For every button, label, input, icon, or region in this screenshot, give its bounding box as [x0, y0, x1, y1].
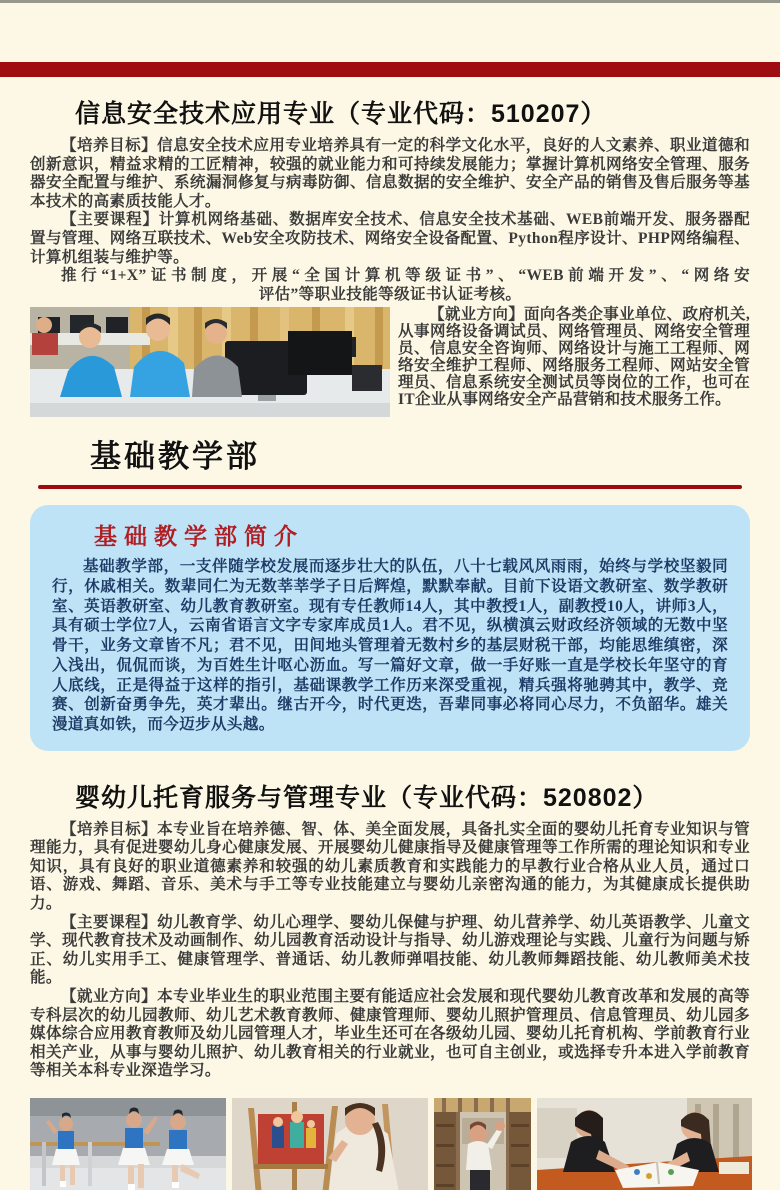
- infosec-photo-text-row: [30, 307, 750, 417]
- childcare-jobs-paragraph: 【就业方向】本专业毕业生的职业范围主要有能适应社会发展和现代婴幼儿教育改革和发展的高等专科层次的幼儿园教师、幼儿艺术教育教师、健康管理师、婴幼儿照护管理员、信息管理员、幼儿园多媒体综合应用教育教师及幼儿园管理人才，毕业生还可在各级幼儿园、婴幼儿托育机构、学前教育行业相关产业，从事与婴幼儿照护、幼儿教育相关的行业就业，也可自主创业，或选择专升本进入学前教育等相关本科专业深造学习。: [30, 988, 750, 1080]
- foundation-dept-header: 基础教学部: [90, 439, 260, 475]
- infosec-jobs-paragraph: 【就业方向】面向各类企事业单位、政府机关,从事网络设备调试员、网络管理员、网络安全管理员、信息安全咨询师、网络设计与施工工程师、网络安全维护工程师、网络服务工程师、网站安全管理员、信息系统安全测试员等岗位的工作，也可在IT企业从事网络安全产品营销和技术服务工作。: [398, 306, 750, 408]
- foundation-intro-title: 基础教学部简介: [94, 524, 304, 550]
- infosec-goal-paragraph: 【培养目标】信息安全技术应用专业培养具有一定的科学文化水平，良好的人文素养、职业道德和创新意识，精益求精的工匠精神，较强的就业能力和可持续发展能力；掌握计算机网络安全管理、服务器安全配置与维护、系统漏洞修复与病毒防御、信息数据的安全维护、安全产品的销售及售后服务等基本技术的高素质技能人才。: [30, 137, 750, 210]
- teachers-reading-photo: [537, 1098, 752, 1190]
- top-red-bar: [0, 62, 780, 77]
- childcare-goal-paragraph: 【培养目标】本专业旨在培养德、智、体、美全面发展，具备扎实全面的婴幼儿托育专业知识与管理能力，具有促进婴幼儿身心健康发展、开展婴幼儿健康指导及健康管理等工作所需的理论知识和专业知识，具有良好的职业道德素养和较强的幼儿素质教育和实践能力的早教行业合格从业人员，通过口语、游戏、舞蹈、音乐、美术与手工等专业技能建立与婴幼儿亲密沟通的能力，为其健康成长提供助力。: [30, 820, 750, 913]
- childcare-courses-paragraph: 【主要课程】幼儿教育学、幼儿心理学、婴幼儿保健与护理、幼儿营养学、幼儿英语教学、儿童文学、现代教育技术及动画制作、幼儿园教育活动设计与指导、幼儿游戏理论与实践、儿童行为问题与矫正、幼儿实用手工、健康管理学、普通话、幼儿教师弹唱技能、幼儿教师舞蹈技能、幼儿教师美术技能。: [30, 913, 750, 987]
- infosec-courses-paragraph: 【主要课程】计算机网络基础、数据库安全技术、信息安全技术基础、WEB前端开发、服务器配置与管理、网络互联技术、Web安全攻防技术、网络安全设备配置、Python程序设计、PHP网络编程、计算机组装与维护等。: [30, 211, 750, 266]
- library-shelves-photo: [434, 1098, 531, 1190]
- childcare-title: 婴幼儿托育服务与管理专业（专业代码：520802）: [75, 783, 659, 812]
- page-content: [0, 94, 780, 1190]
- foundation-intro-box: [30, 505, 750, 750]
- library-shelves-illustration: [434, 1098, 531, 1190]
- infosec-cert-line2: 评估”等职业技能等级证书认证考核。: [258, 285, 522, 303]
- foundation-intro-body: 基础教学部，一支伴随学校发展而逐步壮大的队伍，八十七载风风雨雨，始终与学校坚毅同行，休戚相关。数辈同仁为无数莘莘学子日后辉煌，默默奉献。目前下设语文教研室、数学教研室、英语教研室、幼儿教育教研室。现有专任教师14人，其中教授1人，副教授10人，讲师3人，具有硕士学位7人，云南省语言文字专家库成员1人。君不见，纵横滇云财政经济领域的无数中坚骨干，业务文章皆不凡；君不见，田间地头管理着无数村乡的基层财税干部，均能思维缜密，深入浅出，侃侃而谈，为百姓生计呕心沥血。写一篇好文章，做一手好账一直是学校长年坚守的育人底线，正是得益于这样的指引，基础课教学工作历来深受重视，精兵强将驰骋其中，教学、竞赛、创新奋勇争先，英才辈出。继古开今，时代更迭，吾辈同事必将同心尽力，不负韶华。雄关漫道真如铁，而今迈步从头越。: [52, 558, 728, 733]
- section-divider-rule: [38, 485, 742, 489]
- teachers-reading-illustration: [537, 1098, 752, 1190]
- infosec-cert-line1: 推行“1+X”证书制度，开展“全国计算机等级证书”、“WEB前端开发”、“网络安: [61, 267, 750, 285]
- top-hairline: [0, 0, 780, 3]
- computer-lab-illustration: [30, 307, 390, 417]
- dance-studio-illustration: [30, 1098, 226, 1190]
- dance-studio-photo: [30, 1098, 226, 1190]
- art-class-photo: [232, 1098, 428, 1190]
- art-class-illustration: [232, 1098, 428, 1190]
- computer-lab-photo: [30, 307, 390, 417]
- infosec-title: 信息安全技术应用专业（专业代码：510207）: [75, 100, 607, 128]
- bottom-photo-strip: [30, 1098, 750, 1190]
